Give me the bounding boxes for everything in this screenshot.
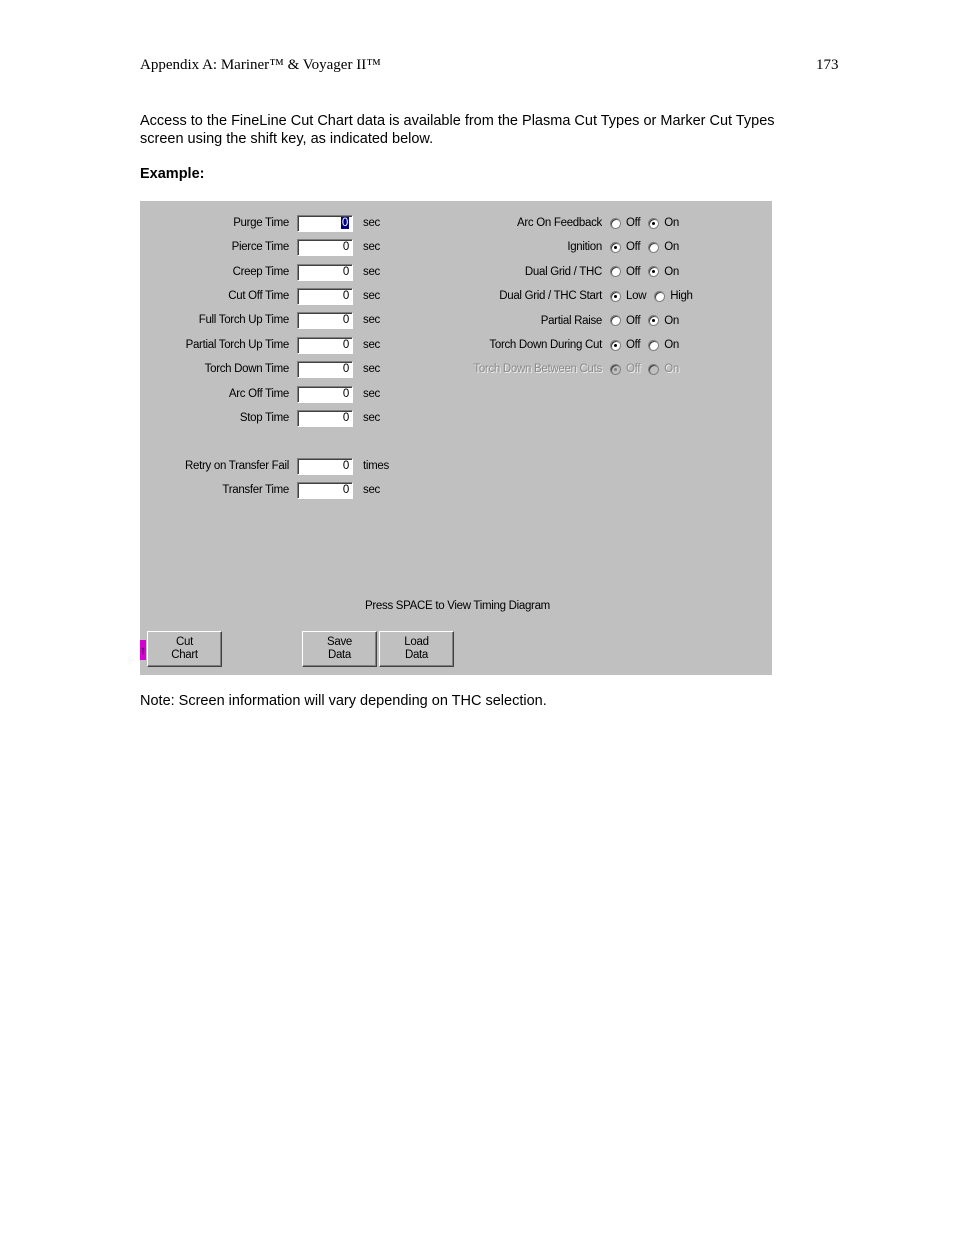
field-label: Partial Torch Up Time <box>185 339 289 351</box>
field-label: Pierce Time <box>231 241 289 253</box>
radio-button[interactable] <box>654 291 665 302</box>
option-label: Torch Down Between Cuts <box>473 363 602 376</box>
unit-label: sec <box>363 217 380 229</box>
radio-label: On <box>664 241 679 254</box>
radio-button[interactable] <box>648 218 659 229</box>
unit-label: sec <box>363 266 380 278</box>
field-label: Stop Time <box>239 412 289 424</box>
unit-label: sec <box>363 412 380 424</box>
option-label: Partial Raise <box>540 314 602 327</box>
radio-group <box>610 363 679 375</box>
radio-group <box>610 290 693 302</box>
option-label: Torch Down During Cut <box>489 339 602 351</box>
timing-diagram-hint: Press SPACE to View Timing Diagram <box>365 600 550 612</box>
radio-group <box>610 241 679 253</box>
radio-label: Off <box>626 314 641 327</box>
time-input-value: 0 <box>342 412 349 424</box>
radio-label: Off <box>626 265 641 278</box>
radio-label: On <box>664 363 679 376</box>
field-label: Torch Down Time <box>204 363 289 375</box>
time-input[interactable] <box>297 215 353 232</box>
radio-group <box>610 339 679 351</box>
radio-label: On <box>664 265 679 278</box>
unit-label: sec <box>363 339 380 351</box>
unit-label: sec <box>363 241 380 253</box>
note-text: Note: Screen information will vary depending on THC selection. <box>140 693 547 709</box>
radio-button[interactable] <box>648 340 659 351</box>
time-input[interactable] <box>297 458 353 475</box>
radio-label: Low <box>626 290 647 303</box>
time-input-value: 0 <box>341 217 348 229</box>
radio-label: Off <box>626 217 641 229</box>
field-label: Cut Off Time <box>228 290 289 302</box>
radio-button <box>610 364 621 375</box>
option-label: Dual Grid / THC Start <box>499 290 602 303</box>
radio-label: High <box>670 290 693 303</box>
radio-button[interactable] <box>648 266 659 277</box>
radio-group <box>610 315 679 327</box>
radio-label: On <box>664 339 679 351</box>
field-label: Creep Time <box>232 266 289 278</box>
radio-button[interactable] <box>610 266 621 277</box>
option-label: Arc On Feedback <box>517 217 602 229</box>
time-input[interactable] <box>297 288 353 305</box>
radio-button[interactable] <box>648 242 659 253</box>
radio-button <box>648 364 659 375</box>
shift-key-marker: ↑ <box>140 640 146 660</box>
time-input[interactable] <box>297 312 353 329</box>
time-input-value: 0 <box>342 484 349 496</box>
time-input[interactable] <box>297 361 353 378</box>
cut-chart-screen <box>140 201 772 675</box>
time-input[interactable] <box>297 386 353 403</box>
field-label: Arc Off Time <box>228 388 289 400</box>
time-input-value: 0 <box>342 363 349 375</box>
time-input-value: 0 <box>342 460 349 472</box>
unit-label: sec <box>363 388 380 400</box>
time-input[interactable] <box>297 482 353 499</box>
time-input-value: 0 <box>342 266 349 278</box>
unit-label: sec <box>363 314 380 326</box>
time-input-value: 0 <box>342 290 349 302</box>
page-number: 173 <box>816 57 839 73</box>
radio-group <box>610 217 679 229</box>
field-label: Purge Time <box>233 217 289 229</box>
page-header-title: Appendix A: Mariner™ & Voyager II™ <box>140 57 381 73</box>
radio-button[interactable] <box>648 315 659 326</box>
load-data-button[interactable]: Load Data <box>379 631 454 667</box>
radio-label: Off <box>626 241 641 254</box>
radio-button[interactable] <box>610 315 621 326</box>
time-input-value: 0 <box>342 339 349 351</box>
cut-chart-button[interactable]: Cut Chart <box>147 631 222 667</box>
field-label: Full Torch Up Time <box>198 314 289 326</box>
unit-label: times <box>363 460 389 472</box>
radio-group <box>610 266 679 278</box>
field-label: Retry on Transfer Fail <box>185 460 289 472</box>
example-heading: Example: <box>140 166 205 182</box>
radio-label: On <box>664 217 679 229</box>
time-input[interactable] <box>297 264 353 281</box>
time-input[interactable] <box>297 410 353 427</box>
time-input[interactable] <box>297 337 353 354</box>
option-label: Dual Grid / THC <box>524 265 602 278</box>
time-input-value: 0 <box>342 388 349 400</box>
unit-label: sec <box>363 363 380 375</box>
time-input[interactable] <box>297 239 353 256</box>
time-input-value: 0 <box>342 241 349 253</box>
save-data-button[interactable]: Save Data <box>302 631 377 667</box>
field-label: Transfer Time <box>222 484 289 496</box>
option-label: Ignition <box>567 241 602 254</box>
radio-label: Off <box>626 363 641 376</box>
radio-label: Off <box>626 339 641 351</box>
radio-button[interactable] <box>610 340 621 351</box>
time-input-value: 0 <box>342 314 349 326</box>
intro-paragraph: Access to the FineLine Cut Chart data is available from the Plasma Cut Types or Marker Cut Types screen using the shift key, as indicated below. <box>140 113 775 147</box>
unit-label: sec <box>363 484 380 496</box>
radio-button[interactable] <box>610 242 621 253</box>
radio-button[interactable] <box>610 291 621 302</box>
radio-button[interactable] <box>610 218 621 229</box>
unit-label: sec <box>363 290 380 302</box>
radio-label: On <box>664 314 679 327</box>
